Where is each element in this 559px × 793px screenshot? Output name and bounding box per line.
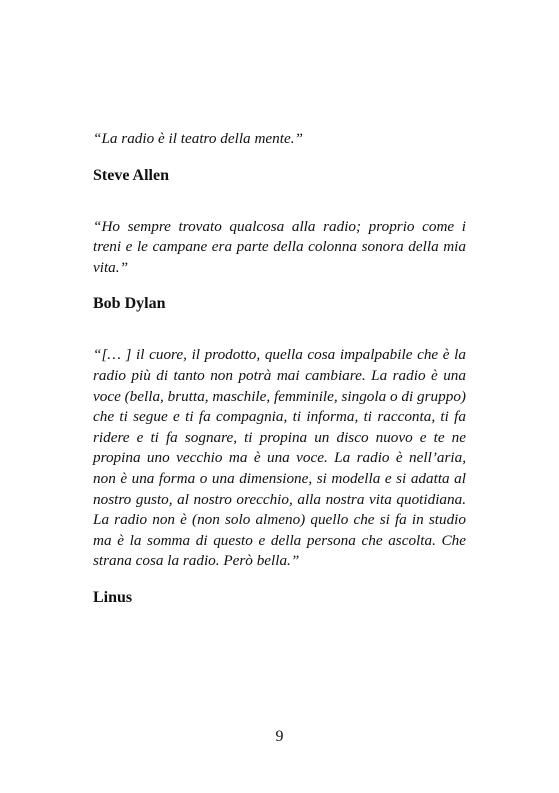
page-number: 9 bbox=[275, 728, 284, 745]
quote-author: Linus bbox=[93, 588, 133, 606]
quote-author: Bob Dylan bbox=[93, 295, 166, 313]
quote-author: Steve Allen bbox=[93, 166, 169, 184]
quotes-page bbox=[93, 129, 466, 608]
quote-text: “La radio è il teatro della mente.” bbox=[93, 130, 303, 147]
quote-text: “[… ] il cuore, il prodotto, quella cosa impalpabile che è la radio più di tanto non potrà mai cambiare. La radio è una voce (bella, brutta, maschile, femminile, singola o di gruppo) che ti segue e ti fa compagnia, ti informa, ti racconta, ti fa ridere e ti fa sognare, ti propina un disco nuovo e te ne propina uno vecchio ma è una voce. La radio è nell’aria, non è una forma o una dimensione, si modella e si adatta al nostro gusto, al nostro orecchio, alla nostra vita quotidiana. La radio non è (non solo almeno) quello che si fa in studio ma è la somma di questo e della persona che ascolta. Che strana cosa la radio. Però bella.” bbox=[93, 346, 466, 570]
quote-text: “Ho sempre trovato qualcosa alla radio; proprio come i treni e le campane era parte della colonna sonora della mia vita.” bbox=[93, 217, 466, 276]
